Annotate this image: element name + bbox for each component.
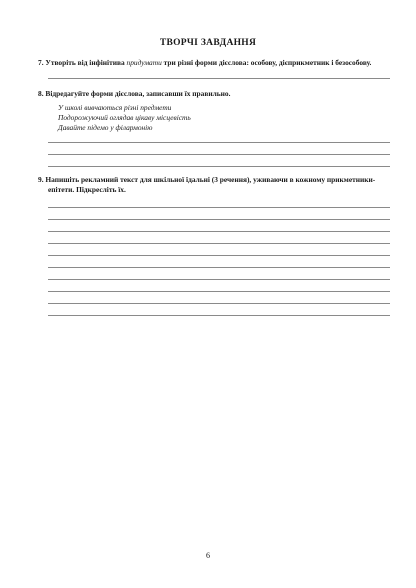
page-title: ТВОРЧІ ЗАВДАННЯ — [159, 38, 257, 48]
answer-line — [48, 243, 390, 244]
answer-line — [48, 291, 390, 292]
task-9-prompt — [38, 175, 390, 195]
task-7-text-after: три різні форми дієслова: особову, дієприкметник і безособову. — [163, 58, 372, 67]
task-7-number: 7. — [38, 58, 44, 67]
answer-line — [48, 154, 390, 155]
answer-line — [48, 231, 390, 232]
answer-line — [48, 78, 390, 79]
answer-line — [48, 207, 390, 208]
answer-line — [48, 315, 390, 316]
task-8-number: 8. — [38, 89, 44, 98]
answer-line — [48, 303, 390, 304]
task-8-sentence: Подорожуючий оглядав цікаву місцевість — [58, 113, 191, 122]
task-8-sentence: Давайте підемо у філармонію — [58, 123, 153, 132]
task-9-text-line1: Напишіть рекламний текст для шкільної їдальні (3 речення), уживаючи в кожному прикметники- — [45, 175, 376, 184]
task-7-prompt — [38, 58, 390, 68]
task-7-word: придумати — [126, 58, 162, 67]
task-9-text-line2: епітети. Підкресліть їх. — [48, 185, 126, 194]
answer-line — [48, 219, 390, 220]
answer-line — [48, 267, 390, 268]
page-number: 6 — [206, 551, 210, 560]
task-8-sentence: У школі вивчаються різні предмети — [58, 103, 172, 112]
task-8-sentences — [58, 103, 191, 133]
answer-line — [48, 166, 390, 167]
answer-line — [48, 142, 390, 143]
task-9-number: 9. — [38, 175, 44, 184]
task-8-prompt — [38, 89, 390, 99]
task-8-text: Відредагуйте форми дієслова, записавши їх правильно. — [45, 89, 231, 98]
answer-line — [48, 255, 390, 256]
task-7-text-before: Утворіть від інфінітива — [45, 58, 125, 67]
answer-line — [48, 279, 390, 280]
